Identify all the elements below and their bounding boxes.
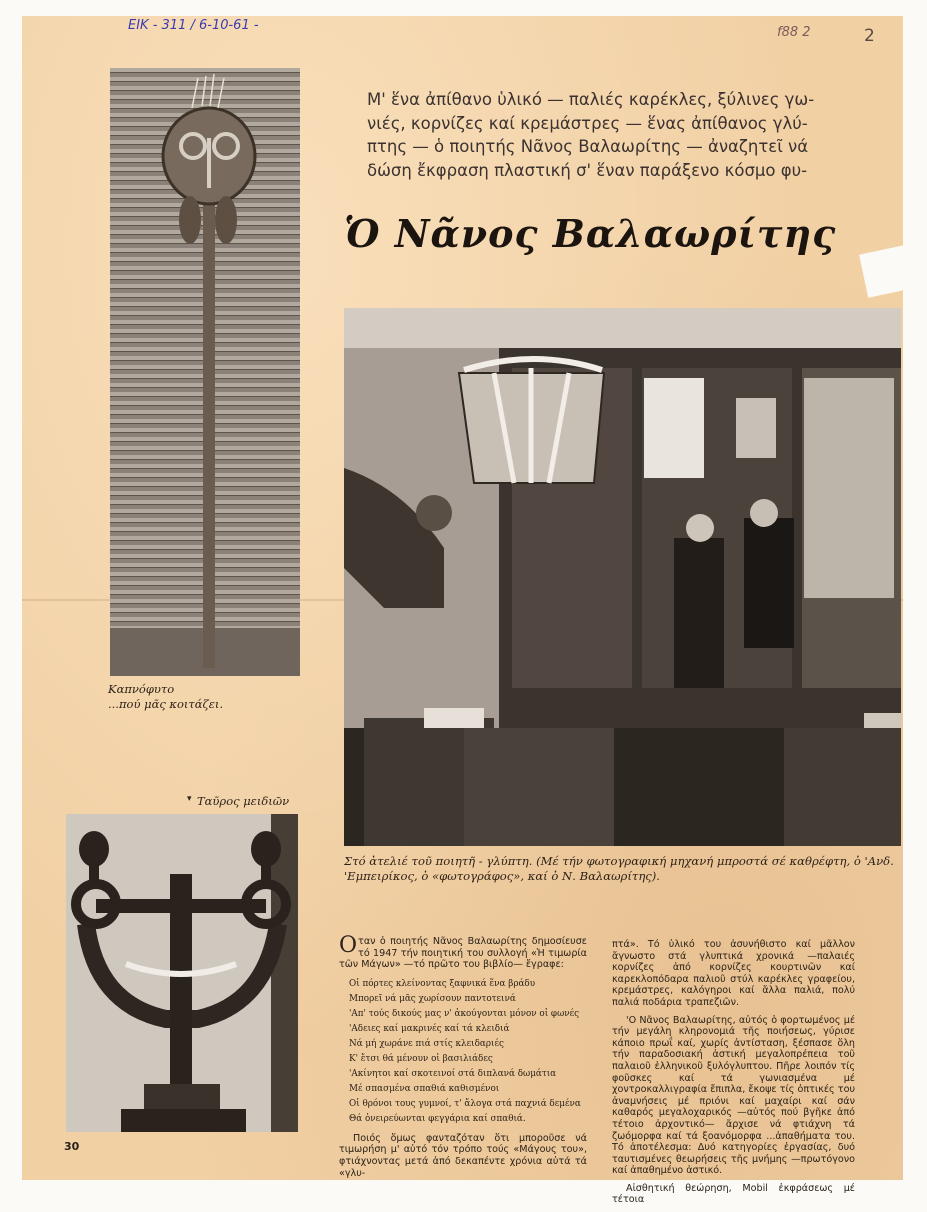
poem-line: Κ' ἔτσι θά μένουν οἱ βασιλιάδες	[349, 1053, 493, 1064]
article-column-left	[339, 933, 587, 1185]
article-intro-paragraph	[339, 933, 587, 971]
page-mark: 2	[864, 26, 875, 46]
photo-tobacco-plant-sculpture	[110, 68, 300, 676]
poem-line: Μπορεῖ νά μᾶς χωρίσουν παντοτεινά	[349, 993, 516, 1004]
caption-tobacco-plant	[108, 682, 223, 712]
poem-line: 'Ακίνητοι καί σκοτεινοί στά διπλανά δωμάτια	[349, 1068, 557, 1079]
article-paragraph: πτά». Τό ὑλικό του ἀσυνήθιστο καί μᾶλλον ἄγνωστο στά γλυπτικά χρονικά —παλαιές κορνίζες ἀπό κορνίζες κουρτινῶν καί καρεκλοπόδαρα παλιοῦ στύλ καρέκλες γραφείου, κρεμάστρες, καλόγηροι καί ἄλλα παλιά, πολύ παλιά ποδάρια τραπεζιῶν.	[612, 939, 855, 1008]
article-paragraph: 'Ο Νᾶνος Βαλαωρίτης, αὐτός ὁ φορτωμένος μέ τήν μεγάλη κληρονομιά τῆς ποιήσεως, γύρισε κάποιο πρωΐ καί, χωρίς ἀντίσταση, ξέσπασε ὅλη τήν παραδοσιακή ἀστική μεγαλοπρέπεια τοῦ παλαιοῦ ἑλληνικοῦ ξυλόγλυπτου. Πῆρε λοιπόν τίς φοῦσκες καί τά γωνιασμένα μέ χοντροκαλλιγραφία ἔπιπλα, ἔκοψε τίς ὀπτικές του ἀναμνήσεις μέ πριόνι καί μαχαίρι καί σάν καθαρός μεγαλοχαρικός —αὐτός πού βγῆκε ἀπό τέτοιο ἀρχοντικό— ἄρχισε νά φτιάχνη τά ζωόμορφα καί τά ξοανόμορφα ...ἀπαθήματα του. Τό ἀποτέλεσμα: Δυό κατηγορίες ἐργασίας, δυό ταυτισμένες θεωρήσεις τῆς μνήμης —πρωτόγονο καί ἀπαθημένο ἀστικό.	[612, 1014, 855, 1177]
poem-line: Οἱ θρόνοι τους γυμνοί, τ' ἄλογα στά παχνιά δεμένα	[349, 1098, 581, 1109]
intro-text	[367, 88, 877, 182]
article-paragraph: Ποιός ὅμως φανταζόταν ὅτι μποροῦσε νά τιμωρήση μ' αὐτό τόν τρόπο τούς «Μάγους του», φτιάχνοντας μετά ἀπό δεκαπέντε χρόνια αὐτά τά «γλυ-	[339, 1132, 587, 1179]
intro-line: νιές, κορνίζες καί κρεμάστρες — ἕνας ἀπίθανος γλύ-	[367, 113, 808, 133]
poem-line: 'Αδειες καί μακρινές καί τά κλειδιά	[349, 1023, 510, 1034]
newspaper-page	[22, 16, 903, 1206]
intro-line: δώση ἔκφραση πλαστική σ' ἕναν παράξενο κόσμο φυ-	[367, 160, 808, 180]
archive-number: f88 2	[777, 25, 811, 40]
photo-smiling-bull	[66, 814, 298, 1132]
caption-line: ...πού μᾶς κοιτάζει.	[108, 697, 224, 711]
drop-cap: Ο	[339, 933, 358, 958]
headline: Ὁ Νᾶνος Βαλαωρίτης	[344, 211, 837, 256]
poem-line: 'Απ' τούς δικούς μας ν' ἀκούγονται μόνον οἱ φωνές	[349, 1008, 580, 1019]
intro-line: Μ' ἕνα ἀπίθανο ὑλικό — παλιές καρέκλες, ξύλινες γω-	[367, 90, 815, 109]
page-number: 30	[64, 1140, 80, 1153]
article-intro-text: ταν ὁ ποιητής Νᾶνος Βαλαωρίτης δημοσίευσε τό 1947 τήν ποιητική του συλλογή «Ἡ τιμωρία τῶν Μάγων» —τό πρῶτο του βιβλίο— ἔγραφε:	[339, 936, 587, 971]
article-column-right	[612, 939, 855, 1212]
archive-handwriting: ΕΙΚ - 311 / 6-10-61 -	[128, 18, 259, 33]
article-paragraph: Αἰσθητική θεώρηση, Mobil ἐκφράσεως μέ τέτοια	[612, 1182, 855, 1206]
caption-studio: Στό ἀτελιέ τοῦ ποιητῆ - γλύπτη. (Μέ τήν φωτογραφική μηχανή μπροστά σέ καθρέφτη, ὁ 'Ανδ. 'Εμπειρίκος, ὁ «φωτογράφος», καί ὁ Ν. Βαλαωρίτης).	[344, 854, 894, 883]
poem-line: Θά ὀνειρεύωνται φεγγάρια καί σπαθιά.	[349, 1113, 526, 1124]
poem-line: Μέ σπασμένα σπαθιά καθισμένοι	[349, 1083, 500, 1094]
torn-edge	[859, 242, 927, 298]
poem-line: Νά μή χωράνε πιά στίς κλειδαριές	[349, 1038, 504, 1049]
caption-bull: ▾ Ταῦρος μειδιῶν	[197, 794, 289, 809]
poem-line: Οἱ πόρτες κλείνοντας ξαφνικά ἕνα βράδυ	[349, 978, 536, 989]
photo-studio	[344, 308, 901, 846]
intro-line: πτης — ὁ ποιητής Νᾶνος Βαλαωρίτης — ἀναζητεῖ νά	[367, 137, 809, 156]
caption-line: Καπνόφυτο	[108, 682, 175, 696]
poem	[349, 977, 587, 1127]
